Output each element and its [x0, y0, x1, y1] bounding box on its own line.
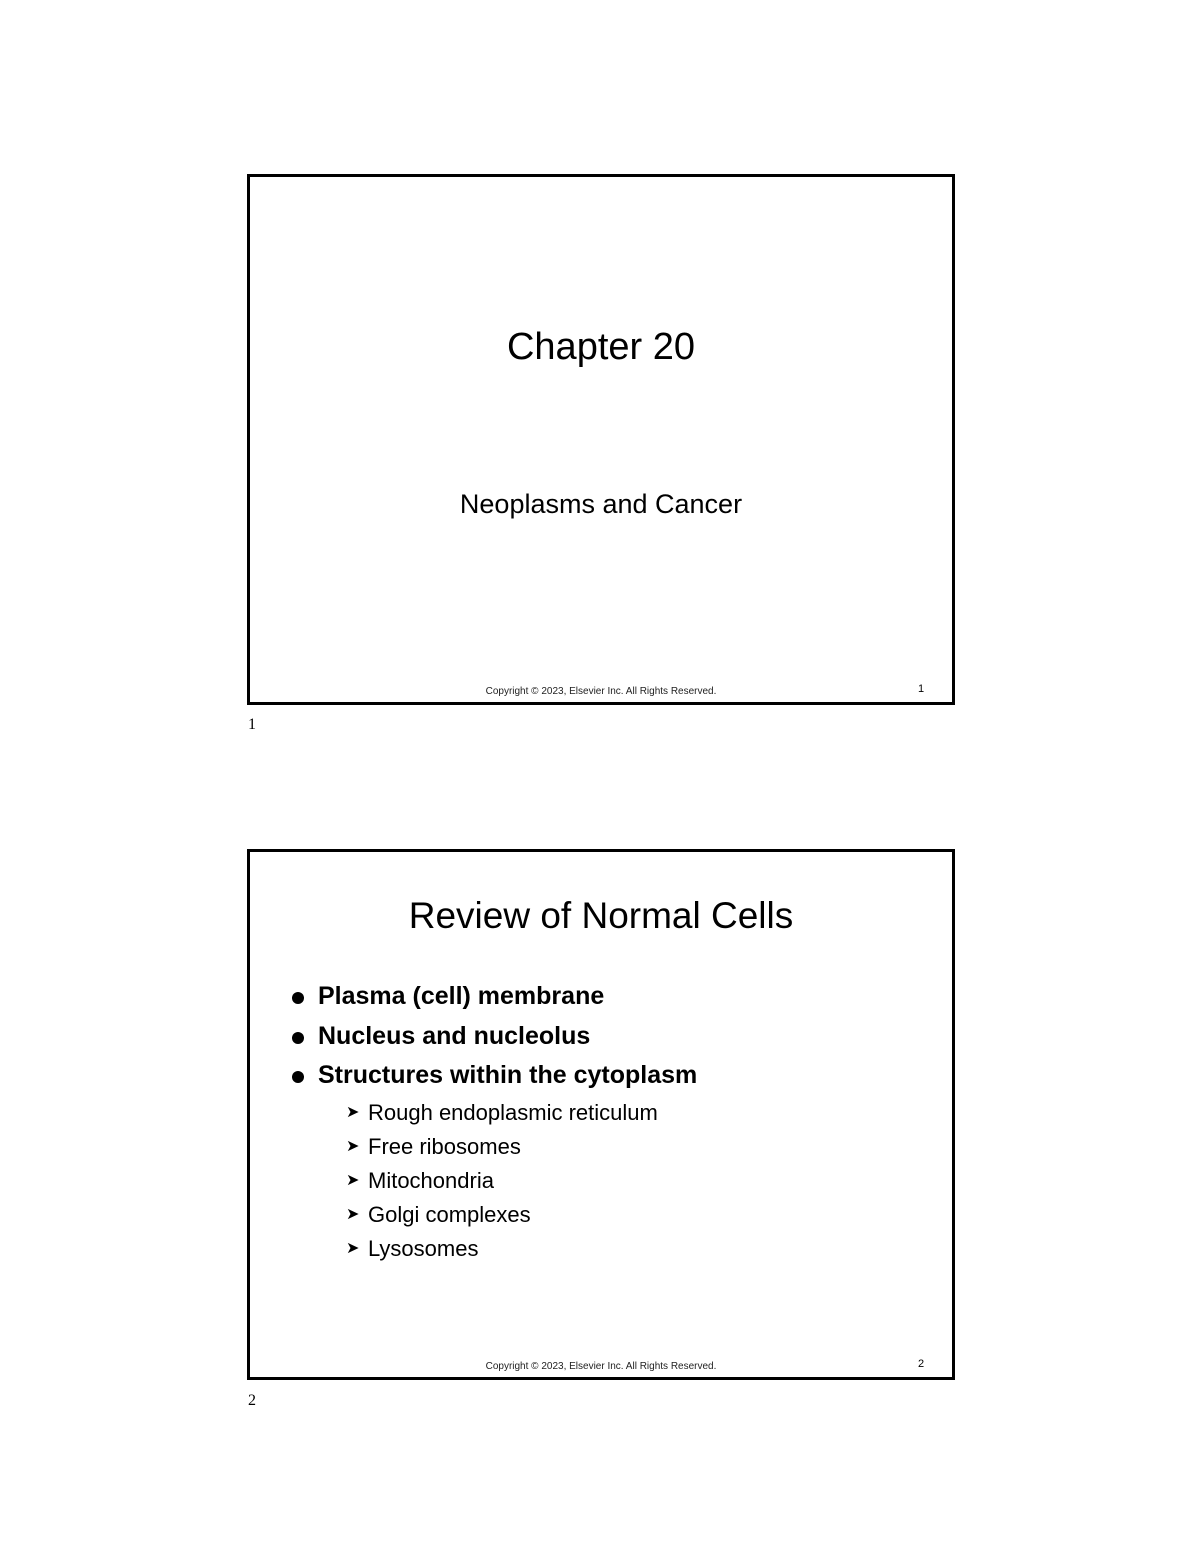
sub-bullet-text: Free ribosomes — [368, 1133, 521, 1159]
bullet-text: Plasma (cell) membrane — [318, 982, 605, 1010]
bullet-text: Structures within the cytoplasm — [318, 1061, 698, 1089]
page-number-label: 1 — [248, 716, 256, 733]
slide-footer-copyright: Copyright © 2023, Elsevier Inc. All Rights Reserved. — [485, 686, 717, 697]
bullet-dot-icon — [292, 1071, 304, 1083]
slide-title: Review of Normal Cells — [408, 895, 794, 936]
sub-bullet-item — [346, 1198, 697, 1232]
sub-bullet-text: Rough endoplasmic reticulum — [368, 1099, 658, 1125]
bullet-dot-icon — [292, 1032, 304, 1044]
bullet-text: Nucleus and nucleolus — [318, 1021, 591, 1050]
slide-1 — [247, 174, 955, 705]
sub-bullet-item — [346, 1232, 697, 1266]
bullet-item — [292, 1056, 697, 1266]
slide-footer-copyright: Copyright © 2023, Elsevier Inc. All Rights Reserved. — [485, 1361, 717, 1372]
slide-number: 1 — [918, 683, 925, 695]
bullet-list — [292, 977, 697, 1266]
sub-bullet-text: Mitochondria — [368, 1167, 494, 1193]
arrow-bullet-icon: ➤ — [346, 1171, 360, 1189]
arrow-bullet-icon: ➤ — [346, 1239, 360, 1257]
sub-bullet-text: Lysosomes — [368, 1235, 479, 1261]
sub-bullet-item — [346, 1096, 697, 1130]
sub-bullet-text: Golgi complexes — [368, 1201, 531, 1227]
slide-number: 2 — [918, 1358, 925, 1370]
bullet-item — [292, 977, 697, 1017]
arrow-bullet-icon: ➤ — [346, 1137, 360, 1155]
bullet-item — [292, 1017, 697, 1057]
slide-subtitle: Neoplasms and Cancer — [459, 489, 743, 519]
slide-title: Chapter 20 — [506, 326, 695, 368]
sub-bullet-item — [346, 1130, 697, 1164]
page-number-label: 2 — [248, 1392, 256, 1409]
sub-bullet-item — [346, 1164, 697, 1198]
arrow-bullet-icon: ➤ — [346, 1205, 360, 1223]
slide-2 — [247, 849, 955, 1380]
sub-bullet-list — [318, 1096, 697, 1266]
arrow-bullet-icon: ➤ — [346, 1103, 360, 1121]
bullet-dot-icon — [292, 992, 304, 1004]
